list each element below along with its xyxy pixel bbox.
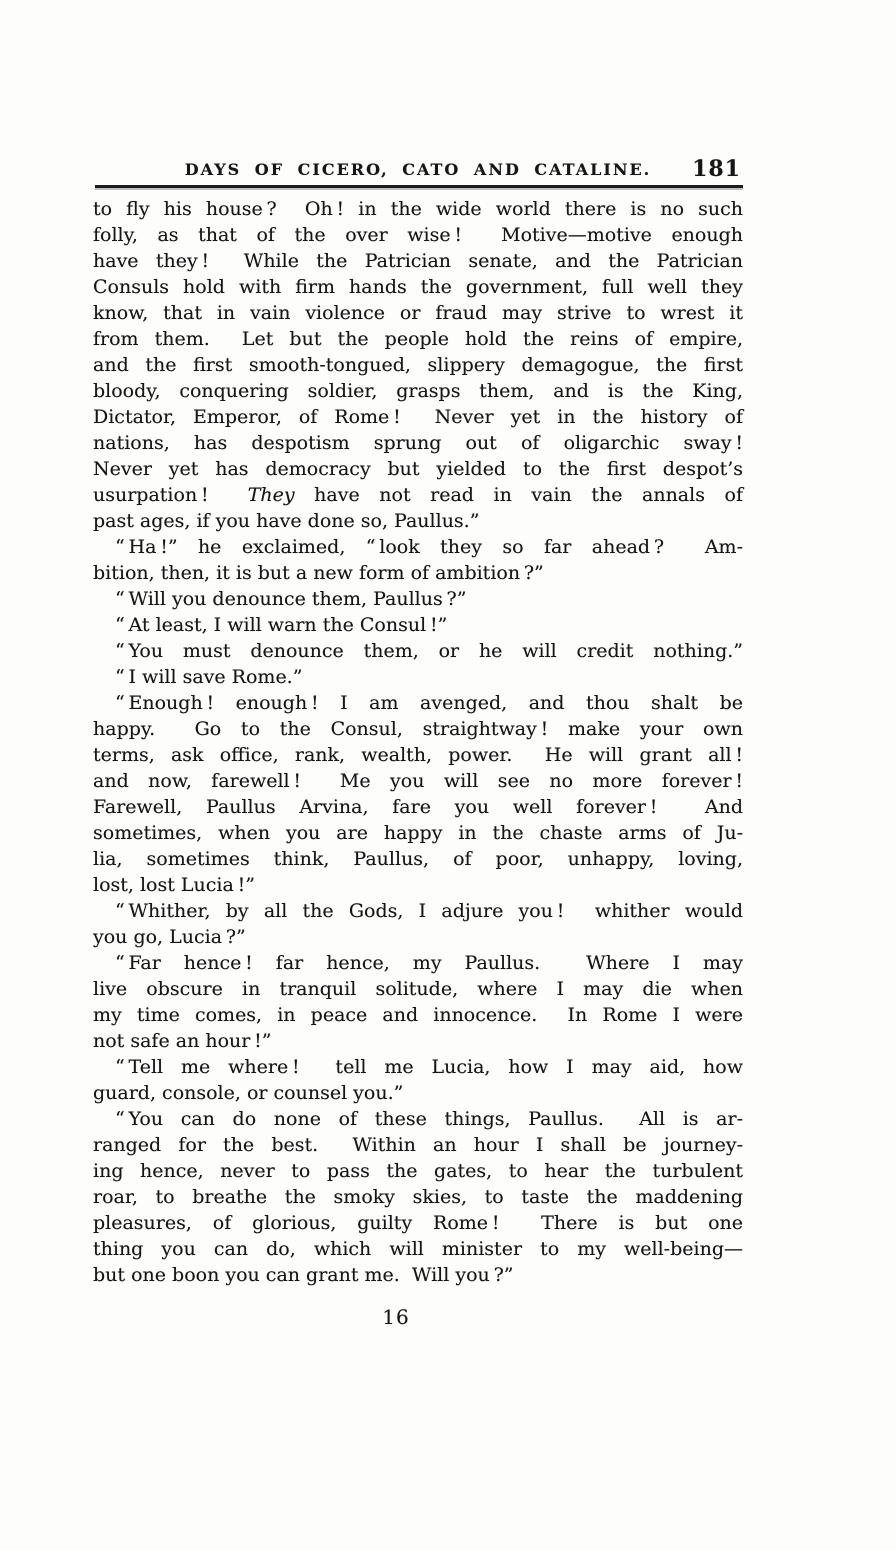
text-line — [93, 1184, 743, 1210]
text-segment: “ You can do none of these things, Paullus. All is ar- — [115, 1108, 743, 1130]
text-segment: “ Whither, by all the Gods, I adjure you ! whither would — [115, 900, 743, 922]
text-segment: have they ! While the Patrician senate, and the Patrician — [93, 250, 743, 272]
text-line — [93, 950, 743, 976]
text-line — [93, 482, 743, 508]
text-line — [93, 1054, 743, 1080]
text-segment: happy. Go to the Consul, straightway ! make your own — [93, 718, 743, 740]
signature-mark: 16 — [382, 1305, 410, 1329]
text-line — [93, 768, 743, 794]
text-segment: “ At least, I will warn the Consul !” — [115, 614, 448, 636]
text-line — [93, 274, 743, 300]
text-line — [93, 1210, 743, 1236]
text-segment: know, that in vain violence or fraud may strive to wrest it — [93, 302, 743, 324]
text-segment: from them. Let but the people hold the reins of empire, — [93, 328, 743, 350]
text-segment: Consuls hold with firm hands the government, full well they — [93, 276, 743, 298]
text-segment: “ Tell me where ! tell me Lucia, how I may aid, how — [115, 1056, 743, 1078]
text-segment: past ages, if you have done so, Paullus.” — [93, 510, 480, 532]
body-text — [93, 196, 743, 1288]
text-line — [93, 924, 743, 950]
text-line — [93, 1158, 743, 1184]
text-segment: and now, farewell ! Me you will see no more forever ! — [93, 770, 743, 792]
text-line — [93, 586, 743, 612]
text-segment: guard, console, or counsel you.” — [93, 1082, 404, 1104]
text-segment: bloody, conquering soldier, grasps them, and is the King, — [93, 380, 743, 402]
running-title: DAYS OF CICERO, CATO AND CATALINE. — [184, 160, 652, 179]
text-line — [93, 1106, 743, 1132]
paragraph — [93, 950, 743, 1054]
text-line — [93, 898, 743, 924]
text-line — [93, 820, 743, 846]
text-segment: bition, then, it is but a new form of ambition ?” — [93, 562, 544, 584]
text-line — [93, 664, 743, 690]
text-line — [93, 742, 743, 768]
text-line — [93, 1236, 743, 1262]
paragraph — [93, 612, 743, 638]
text-segment: “ I will save Rome.” — [115, 666, 303, 688]
text-segment: to fly his house ? Oh ! in the wide world there is no such — [93, 198, 743, 220]
text-line — [93, 222, 743, 248]
text-segment: Never yet has democracy but yielded to the first despot’s — [93, 458, 743, 480]
text-segment: live obscure in tranquil solitude, where I may die when — [93, 978, 743, 1000]
text-line — [93, 872, 743, 898]
text-segment: thing you can do, which will minister to my well-being— — [93, 1238, 743, 1260]
text-line — [93, 300, 743, 326]
text-segment: you go, Lucia ?” — [93, 926, 246, 948]
text-line — [93, 1028, 743, 1054]
text-segment: and the first smooth-tongued, slippery demagogue, the first — [93, 354, 743, 376]
paragraph — [93, 1106, 743, 1288]
text-line — [93, 378, 743, 404]
text-segment: lia, sometimes think, Paullus, of poor, unhappy, loving, — [93, 848, 743, 870]
header-rule — [95, 185, 743, 188]
text-segment: roar, to breathe the smoky skies, to taste the maddening — [93, 1186, 743, 1208]
text-segment: “ Far hence ! far hence, my Paullus. Where I may — [115, 952, 743, 974]
text-segment: usurpation ! — [93, 484, 248, 506]
text-segment: pleasures, of glorious, guilty Rome ! There is but one — [93, 1212, 743, 1234]
text-line — [93, 612, 743, 638]
text-line — [93, 404, 743, 430]
text-line — [93, 326, 743, 352]
paragraph — [93, 196, 743, 534]
text-line — [93, 716, 743, 742]
text-segment: Dictator, Emperor, of Rome ! Never yet in the history of — [93, 406, 743, 428]
text-segment: ranged for the best. Within an hour I shall be journey- — [93, 1134, 743, 1156]
text-line — [93, 456, 743, 482]
text-line — [93, 534, 743, 560]
text-segment: my time comes, in peace and innocence. In Rome I were — [93, 1004, 743, 1026]
text-segment: terms, ask office, rank, wealth, power. He will grant all ! — [93, 744, 743, 766]
text-line — [93, 1132, 743, 1158]
text-segment: Farewell, Paullus Arvina, fare you well forever ! And — [93, 796, 743, 818]
text-line — [93, 846, 743, 872]
text-line — [93, 508, 743, 534]
text-line — [93, 430, 743, 456]
paragraph — [93, 690, 743, 898]
text-segment: but one boon you can grant me. Will you ?” — [93, 1264, 514, 1286]
text-line — [93, 1262, 743, 1288]
text-line — [93, 976, 743, 1002]
text-segment: folly, as that of the over wise ! Motive—motive enough — [93, 224, 743, 246]
text-line — [93, 560, 743, 586]
paragraph — [93, 664, 743, 690]
text-segment: sometimes, when you are happy in the chaste arms of Ju- — [93, 822, 743, 844]
paragraph — [93, 586, 743, 612]
text-line — [93, 196, 743, 222]
paragraph — [93, 898, 743, 950]
text-segment: “ Ha !” he exclaimed, “ look they so far ahead ? Am- — [115, 536, 743, 558]
text-line — [93, 1002, 743, 1028]
page-number: 181 — [692, 156, 741, 182]
text-segment: have not read in vain the annals of — [294, 484, 743, 506]
paragraph — [93, 638, 743, 664]
italic-text: They — [247, 484, 295, 506]
text-line — [93, 690, 743, 716]
text-line — [93, 794, 743, 820]
text-segment: “ Will you denounce them, Paullus ?” — [115, 588, 467, 610]
paragraph — [93, 1054, 743, 1106]
text-segment: lost, lost Lucia !” — [93, 874, 255, 896]
text-segment: not safe an hour !” — [93, 1030, 272, 1052]
text-line — [93, 638, 743, 664]
text-line — [93, 248, 743, 274]
page-header — [93, 146, 743, 182]
text-line — [93, 352, 743, 378]
text-segment: “ Enough ! enough ! I am avenged, and thou shalt be — [115, 692, 743, 714]
text-segment: ing hence, never to pass the gates, to hear the turbulent — [93, 1160, 743, 1182]
text-segment: nations, has despotism sprung out of oligarchic sway ! — [93, 432, 743, 454]
text-line — [93, 1080, 743, 1106]
text-segment: “ You must denounce them, or he will credit nothing.” — [115, 640, 743, 662]
paragraph — [93, 534, 743, 586]
